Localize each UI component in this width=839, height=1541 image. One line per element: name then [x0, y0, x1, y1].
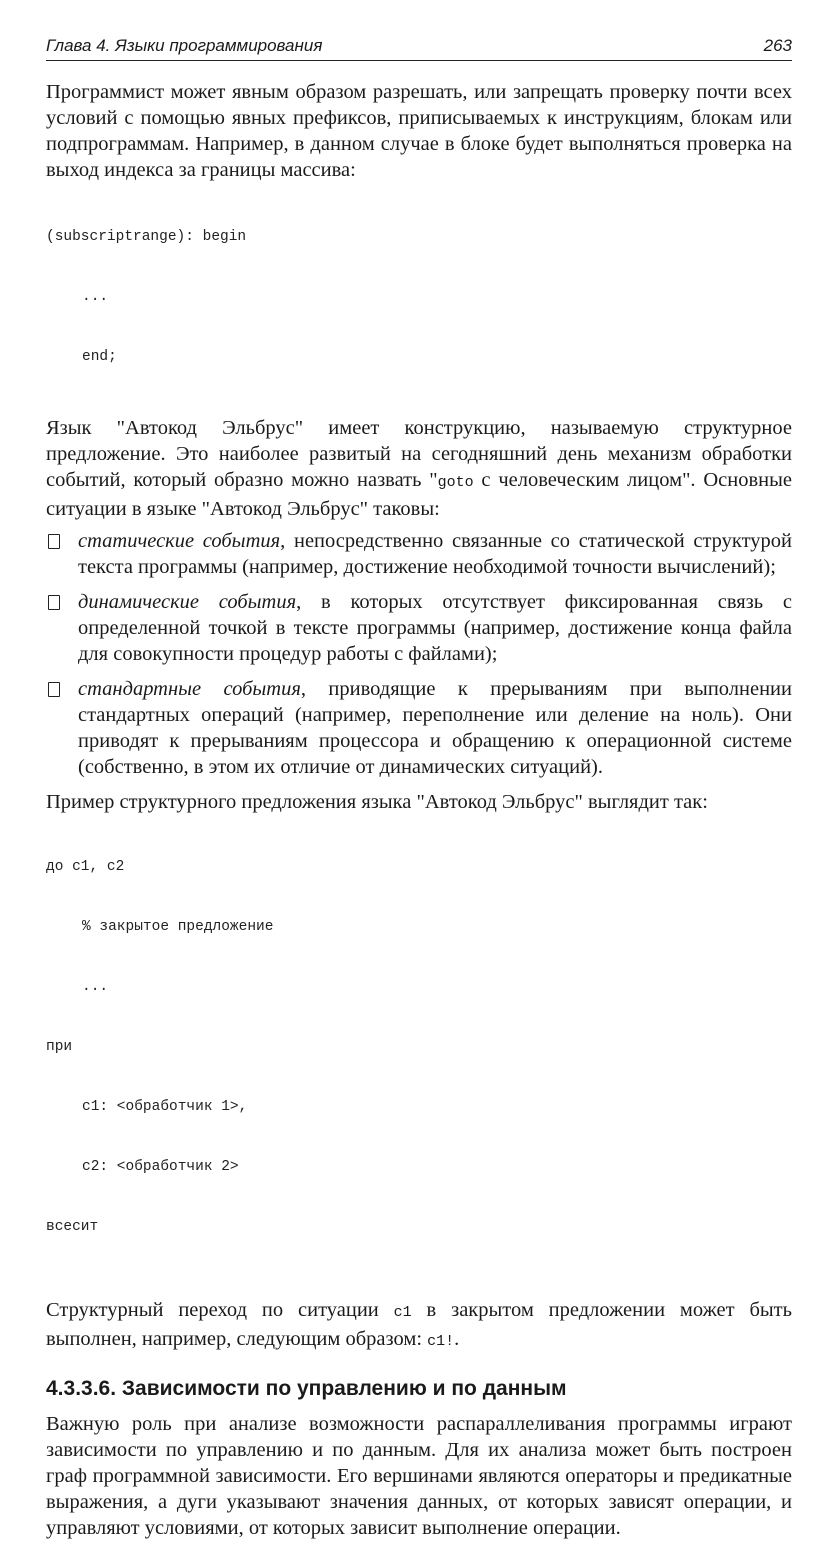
paragraph-structured-sentence	[46, 415, 792, 522]
code-line: end;	[82, 349, 117, 365]
list-item	[46, 528, 792, 580]
checkbox-bullet-icon	[48, 682, 60, 697]
list-item-term: динамические события	[78, 591, 297, 613]
paragraph-dependencies: Важную роль при анализе возможности распараллеливания программы играют зависимости по управлению и по данным. Для их анализа может быть построен граф программной зависимости. Его вершинами являются операторы и предикатные выражения, а дуги указывают значения данных, от которых зависят операции, и управляют условиями, от которых зависит выполнение операции.	[46, 1413, 792, 1539]
list-item	[46, 676, 792, 780]
page-number: 263	[763, 36, 792, 55]
paragraph-checks-prefixes: Программист может явным образом разрешать, или запрещать проверку почти всех условий с помощью явных префиксов, приписываемых к инструкциям, блокам или подпрограммам. Например, в данном случае в блоке будет выполняться проверка на выход индекса за границы массива:	[46, 81, 792, 181]
list-item-term: статические события	[78, 530, 281, 552]
code-line: (subscriptrange): begin	[46, 229, 247, 245]
code-line: при	[46, 1039, 73, 1055]
checkbox-bullet-icon	[48, 595, 60, 610]
code-line: c1: <обработчик 1>,	[82, 1099, 248, 1115]
code-line: всесит	[46, 1219, 99, 1235]
paragraph-structured-transition	[46, 1297, 792, 1355]
book-page	[46, 36, 792, 1541]
list-item	[46, 589, 792, 667]
section-heading: 4.3.3.6. Зависимости по управлению и по данным	[46, 1377, 567, 1400]
inline-code-c1-bang: c1!	[427, 1333, 455, 1350]
chapter-title: Глава 4. Языки программирования	[46, 36, 323, 55]
situations-list	[46, 528, 792, 780]
inline-code-c1: c1	[393, 1304, 412, 1321]
list-item-text: , в которых отсутствует фиксированная связь с определенной точкой в тексте программы (например, достижение конца файла для совокупности процедур работы с файлами);	[78, 591, 792, 665]
text-run: в закрытом предложении может быть выполнен, например, следующим образом:	[46, 1299, 792, 1350]
running-header	[46, 36, 792, 61]
code-line: ...	[82, 289, 109, 305]
inline-code-goto: goto	[437, 474, 474, 491]
code-block-structured-sentence	[46, 821, 792, 1273]
code-line: % закрытое предложение	[82, 919, 274, 935]
text-run: Язык "Автокод Эльбрус" имеет конструкцию, называемую структурное предложение. Это наиболее развитый на сегодняшний день механизм обработки событий, который образно можно назвать "	[46, 417, 792, 491]
text-run: с человеческим лицом". Основные ситуации в языке "Автокод Эльбрус" таковы:	[46, 469, 792, 520]
code-line: ...	[82, 979, 109, 995]
code-line: до c1, c2	[46, 859, 125, 875]
checkbox-bullet-icon	[48, 534, 60, 549]
list-item-text: , непосредственно связанные со статической структурой текста программы (например, достижение необходимой точности вычислений);	[78, 530, 792, 578]
text-run: .	[454, 1328, 460, 1350]
list-item-text: , приводящие к прерываниям при выполнении стандартных операций (например, переполнение или деление на ноль). Они приводят к прерываниям процессора и обращению к операционной системе (собственно, в этом их отличие от динамических ситуаций).	[78, 678, 792, 778]
list-item-term: стандартные события	[78, 678, 301, 700]
paragraph-example-intro: Пример структурного предложения языка "Автокод Эльбрус" выглядит так:	[46, 791, 708, 813]
text-run: Структурный переход по ситуации	[46, 1299, 394, 1321]
code-line: c2: <обработчик 2>	[82, 1159, 239, 1175]
code-block-subscriptrange	[46, 191, 792, 403]
